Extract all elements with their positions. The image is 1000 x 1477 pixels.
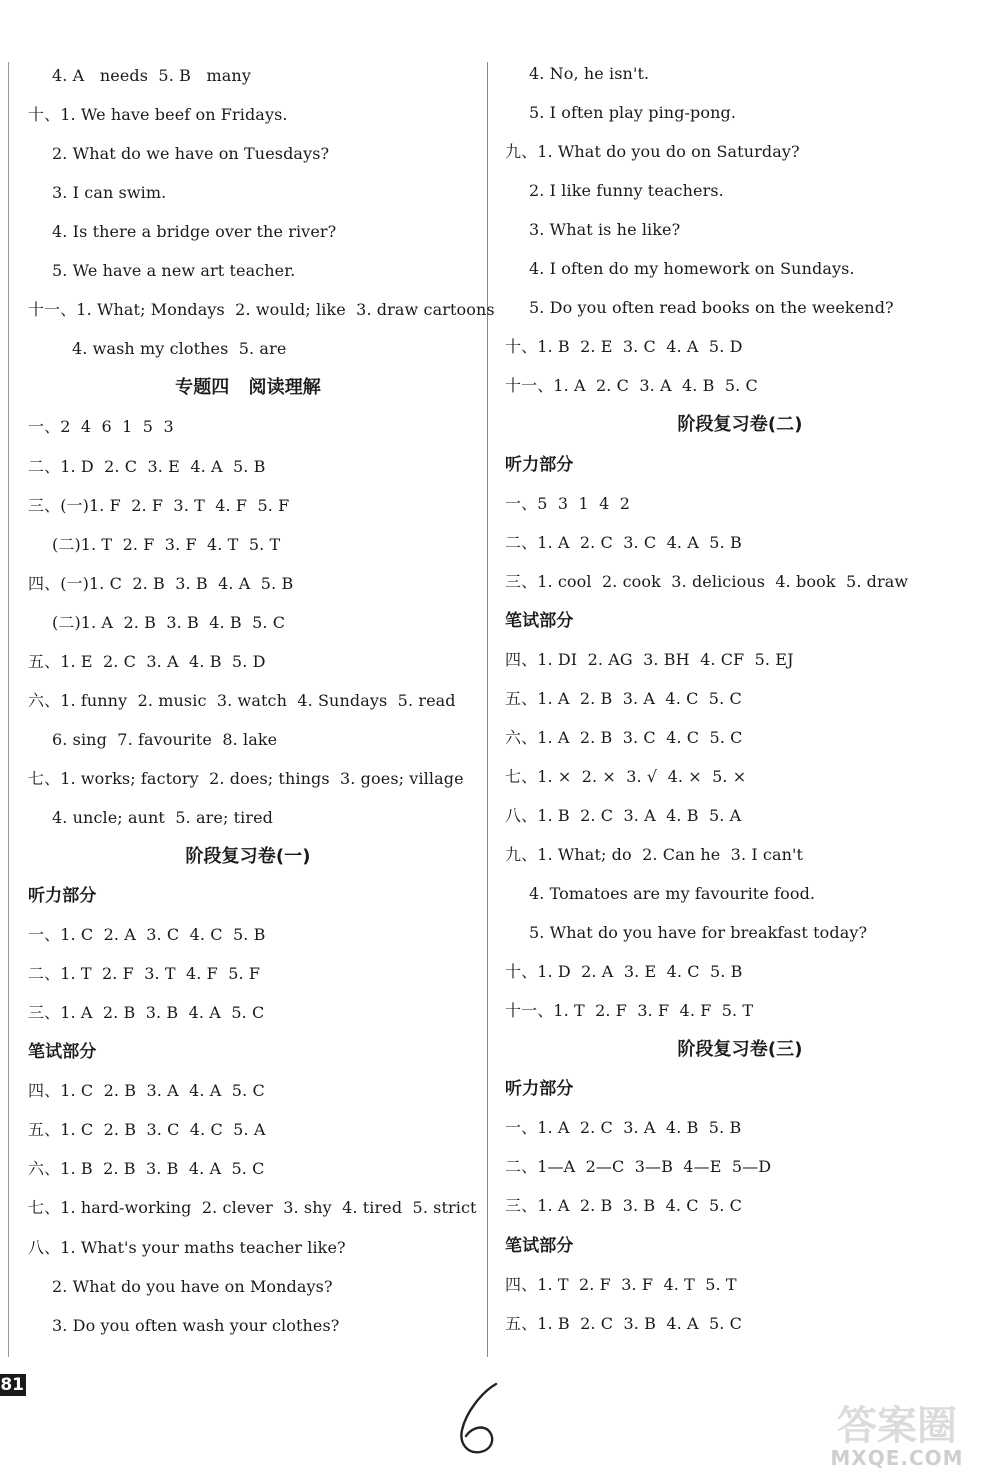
subsection-heading: 听力部分 (28, 886, 97, 907)
answer-line: 三、1. A 2. B 3. B 4. C 5. C (505, 1196, 742, 1216)
answer-line: 3. I can swim. (52, 183, 167, 203)
answer-line: 四、1. DI 2. AG 3. BH 4. CF 5. EJ (505, 649, 794, 669)
section-title: 阶段复习卷(一) (185, 846, 311, 867)
answer-line: 4. A needs 5. B many (52, 66, 251, 85)
answer-line: 二、1—A 2—C 3—B 4—E 5—D (505, 1157, 772, 1177)
answer-line: 2. What do we have on Tuesdays? (52, 144, 330, 164)
answer-line: 三、1. A 2. B 3. B 4. A 5. C (28, 1003, 265, 1023)
column-divider (487, 62, 488, 1357)
answer-line: 六、1. A 2. B 3. C 4. C 5. C (505, 727, 743, 747)
left-margin-rule (8, 62, 9, 1357)
answer-line: 八、1. What's your maths teacher like? (28, 1237, 346, 1257)
answer-line: 六、1. funny 2. music 3. watch 4. Sundays 5. read (28, 690, 456, 710)
answer-line: 5. Do you often read books on the weekend? (529, 298, 894, 318)
section-title: 专题四 阅读理解 (175, 377, 321, 399)
answer-line: 2. What do you have on Mondays? (52, 1276, 333, 1296)
answer-line: 十、1. We have beef on Fridays. (28, 105, 288, 125)
answer-line: 4. No, he isn't. (529, 64, 650, 83)
answer-line: 七、1. × 2. × 3. √ 4. × 5. × (505, 766, 747, 786)
answer-line: 一、1. C 2. A 3. C 4. C 5. B (28, 925, 266, 945)
answer-line: 六、1. B 2. B 3. B 4. A 5. C (28, 1159, 265, 1179)
watermark (802, 1392, 992, 1472)
answer-line: 五、1. A 2. B 3. A 4. C 5. C (505, 688, 742, 708)
answer-line: 3. Do you often wash your clothes? (52, 1315, 340, 1335)
answer-line: 五、1. B 2. C 3. B 4. A 5. C (505, 1313, 742, 1333)
answer-line: 三、(一)1. F 2. F 3. T 4. F 5. F (28, 495, 290, 515)
answer-line: 四、1. T 2. F 3. F 4. T 5. T (505, 1274, 737, 1294)
answer-line: 4. uncle; aunt 5. are; tired (52, 807, 274, 827)
answer-line: 一、1. A 2. C 3. A 4. B 5. B (505, 1118, 742, 1138)
answer-line: 九、1. What do you do on Saturday? (505, 142, 800, 162)
answer-line: 四、1. C 2. B 3. A 4. A 5. C (28, 1081, 265, 1101)
answer-line: 6. sing 7. favourite 8. lake (52, 729, 278, 749)
subsection-heading: 听力部分 (505, 1079, 574, 1100)
watermark-url: MXQE.COM (830, 1446, 964, 1470)
answer-line: 十一、1. What; Mondays 2. would; like 3. draw cartoons (28, 300, 495, 320)
answer-line: 七、1. works; factory 2. does; things 3. goes; village (28, 768, 464, 788)
answer-line: 3. What is he like? (529, 220, 681, 240)
answer-line: 5. I often play ping-pong. (529, 103, 737, 123)
answer-line: 4. Is there a bridge over the river? (52, 222, 337, 242)
answer-line: 三、1. cool 2. cook 3. delicious 4. book 5. draw (505, 571, 909, 591)
answer-line: 4. wash my clothes 5. are (72, 339, 287, 359)
answer-line: 一、2 4 6 1 5 3 (28, 417, 174, 437)
answer-line: 九、1. What; do 2. Can he 3. I can't (505, 845, 804, 864)
answer-line: (二)1. A 2. B 3. B 4. B 5. C (52, 612, 286, 632)
subsection-heading: 听力部分 (505, 454, 574, 475)
answer-line: 十、1. D 2. A 3. E 4. C 5. B (505, 962, 743, 982)
answer-line: 十一、1. T 2. F 3. F 4. F 5. T (505, 1001, 754, 1021)
answer-line: 5. What do you have for breakfast today? (529, 923, 868, 943)
page-number: 81 (0, 1375, 24, 1395)
answer-line: 二、1. D 2. C 3. E 4. A 5. B (28, 456, 266, 476)
watermark-logo-text: 答案圈 (837, 1403, 957, 1449)
subsection-heading: 笔试部分 (505, 610, 574, 631)
answer-line: 四、(一)1. C 2. B 3. B 4. A 5. B (28, 573, 294, 593)
answer-line: (二)1. T 2. F 3. F 4. T 5. T (52, 534, 281, 554)
answer-line: 二、1. T 2. F 3. T 4. F 5. F (28, 964, 261, 984)
section-title: 阶段复习卷(三) (677, 1039, 803, 1061)
answer-line: 五、1. E 2. C 3. A 4. B 5. D (28, 651, 266, 671)
answer-line: 五、1. C 2. B 3. C 4. C 5. A (28, 1120, 266, 1140)
answer-line: 5. We have a new art teacher. (52, 261, 296, 281)
answer-line: 4. Tomatoes are my favourite food. (529, 884, 816, 904)
answer-line: 十、1. B 2. E 3. C 4. A 5. D (505, 337, 743, 357)
answer-line: 一、5 3 1 4 2 (505, 493, 631, 513)
answer-line: 八、1. B 2. C 3. A 4. B 5. A (505, 805, 742, 825)
handwritten-six-mark (452, 1378, 512, 1458)
section-title: 阶段复习卷(二) (677, 414, 803, 436)
subsection-heading: 笔试部分 (505, 1235, 574, 1256)
answer-line: 七、1. hard-working 2. clever 3. shy 4. tired 5. strict (28, 1198, 477, 1218)
subsection-heading: 笔试部分 (28, 1042, 97, 1063)
answer-line: 二、1. A 2. C 3. C 4. A 5. B (505, 532, 742, 552)
answer-line: 4. I often do my homework on Sundays. (529, 259, 855, 279)
answer-line: 2. I like funny teachers. (529, 181, 724, 201)
answer-line: 十一、1. A 2. C 3. A 4. B 5. C (505, 376, 758, 396)
